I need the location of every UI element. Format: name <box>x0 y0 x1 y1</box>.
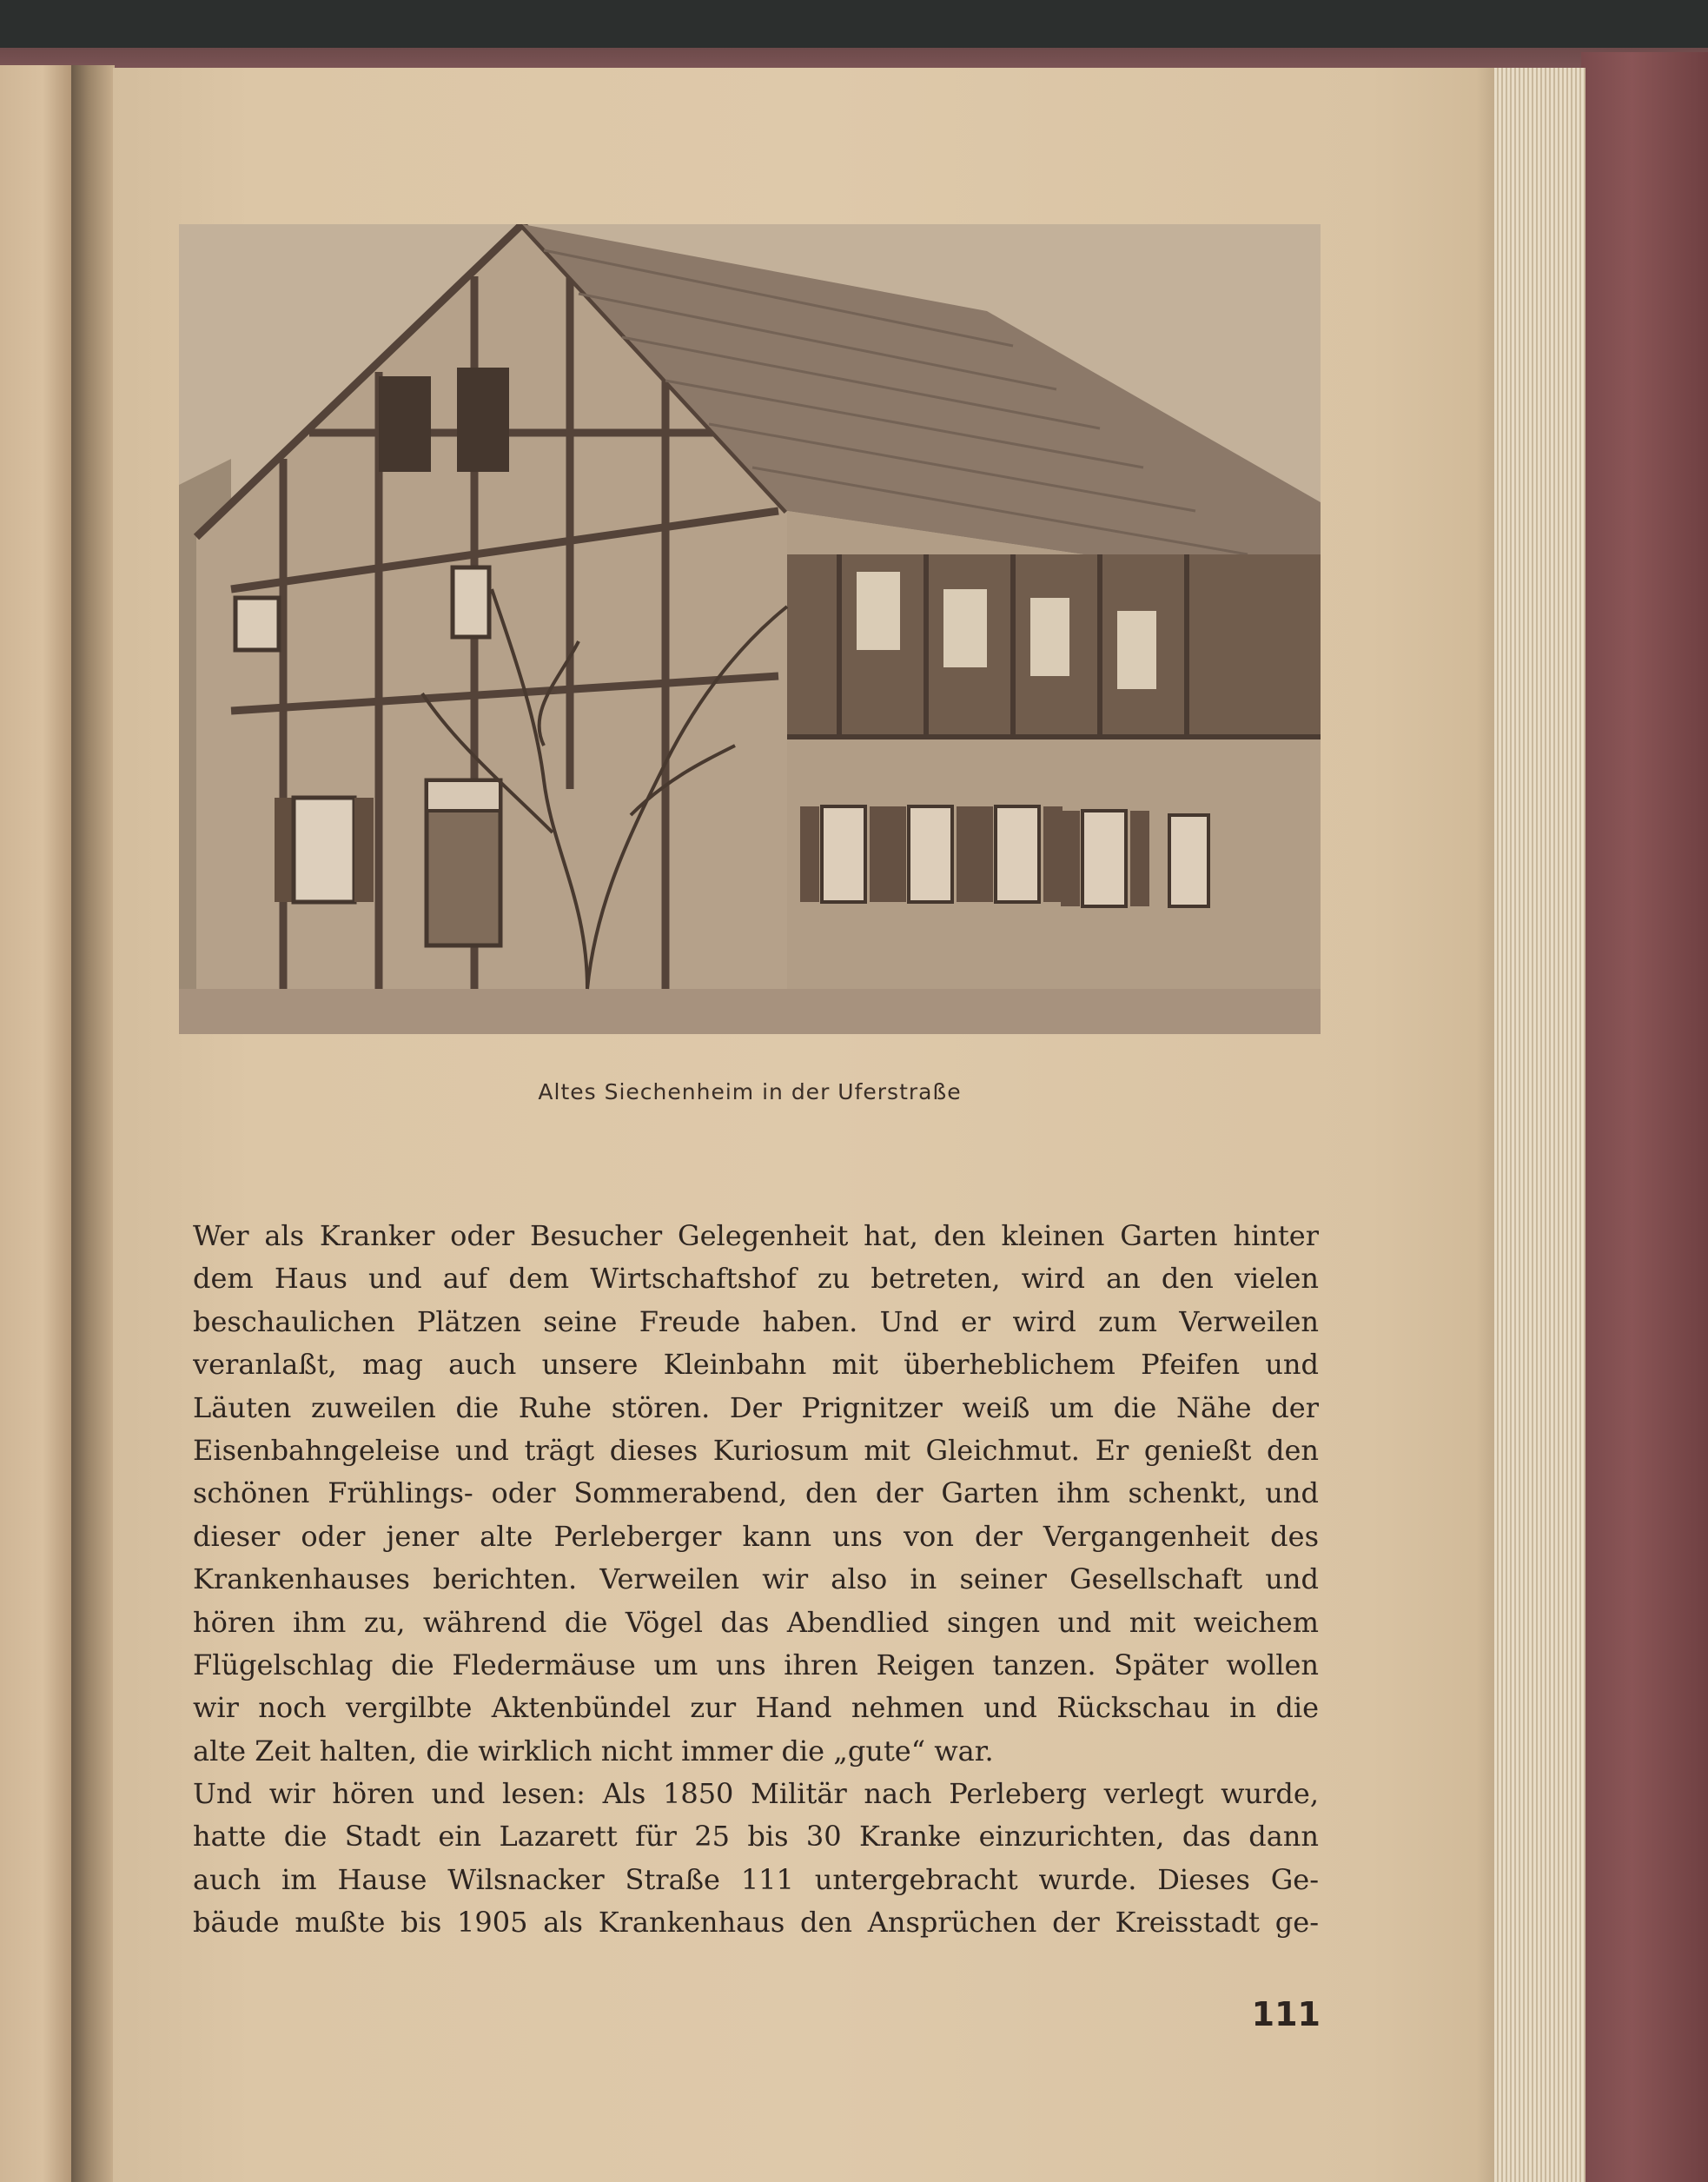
text-line: veranlaßt, mag auch unsere Kleinbahn mit überheblichem Pfeifen und <box>193 1348 1319 1382</box>
text-line: auch im Hause Wilsnacker Straße 111 untergebracht wurde. Dieses Ge- <box>193 1862 1319 1896</box>
half-timbered-house-illustration <box>179 224 1321 1034</box>
text-line: hören ihm zu, während die Vögel das Abendlied singen und mit weichem <box>193 1605 1319 1639</box>
text-line: schönen Frühlings- oder Sommerabend, den der Garten ihm schenkt, und <box>193 1476 1319 1510</box>
left-page-edge <box>0 65 71 2182</box>
text-line: Wer als Kranker oder Besucher Gelegenheit hat, den kleinen Garten hinter <box>193 1219 1319 1252</box>
text-line: Krankenhauses berichten. Verweilen wir also in seiner Gesellschaft und <box>193 1562 1319 1596</box>
house-photograph <box>179 224 1321 1034</box>
body-text <box>193 1215 1319 1945</box>
page-stack-edges <box>1494 68 1586 2182</box>
photo-caption: Altes Siechenheim in der Uferstraße <box>538 1079 962 1104</box>
text-line: hatte die Stadt ein Lazarett für 25 bis 30 Kranke einzurichten, das dann <box>193 1820 1319 1854</box>
text-line: Flügelschlag die Fledermäuse um uns ihren Reigen tanzen. Später wollen <box>193 1648 1319 1681</box>
text-line: beschaulichen Plätzen seine Freude haben. Und er wird zum Verweilen <box>193 1304 1319 1338</box>
text-line: dem Haus und auf dem Wirtschaftshof zu betreten, wird an den vielen <box>193 1262 1319 1296</box>
text-line: Läuten zuweilen die Ruhe stören. Der Prignitzer weiß um die Nähe der <box>193 1390 1319 1424</box>
text-line: alte Zeit halten, die wirklich nicht immer die „gute“ war. <box>193 1734 994 1767</box>
text-line: Eisenbahngeleise und trägt dieses Kuriosum mit Gleichmut. Er genießt den <box>193 1433 1319 1467</box>
text-line: dieser oder jener alte Perleberger kann uns von der Vergangenheit des <box>193 1519 1319 1553</box>
text-line: bäude mußte bis 1905 als Krankenhaus den Ansprüchen der Kreisstadt ge- <box>193 1906 1319 1940</box>
text-line: wir noch vergilbte Aktenbündel zur Hand nehmen und Rückschau in die <box>193 1691 1319 1725</box>
book-cover-right <box>1581 52 1708 2182</box>
page-number: 111 <box>1251 1995 1321 2033</box>
text-line: Und wir hören und lesen: Als 1850 Militär nach Perleberg verlegt wurde, <box>193 1777 1319 1811</box>
book-gutter <box>71 65 115 2182</box>
